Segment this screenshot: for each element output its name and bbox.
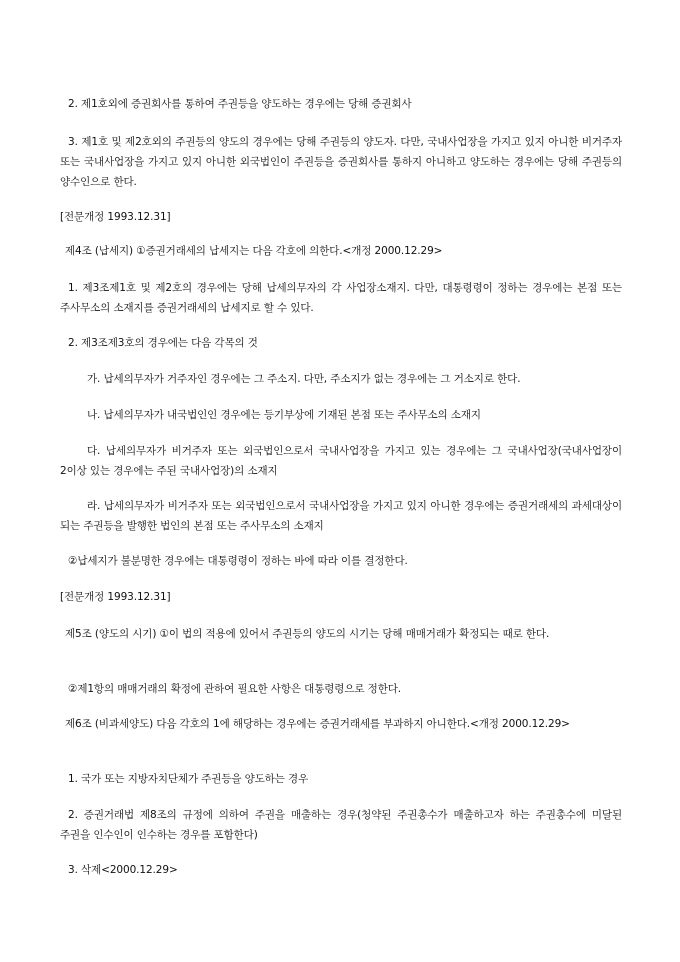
paragraph-article4-item2-ra: 라. 납세의무자가 비거주자 또는 외국법인으로서 국내사업장을 가지고 있지 아니한 경우에는 증권거래세의 과세대상이 되는 주권등을 발행한 법인의 본점 또는 주사무소의 소재지 — [60, 500, 622, 532]
paragraph-article6-heading: 제6조 (비과세양도) 다음 각호의 1에 해당하는 경우에는 증권거래세를 부과하지 아니한다.<개정 2000.12.29> — [65, 718, 570, 730]
paragraph-article3-item3: 3. 제1호 및 제2호외의 주권등의 양도의 경우에는 당해 주권등의 양도자. 다만, 국내사업장을 가지고 있지 아니한 비거주자 또는 국내사업장을 가지고 있지 아니한 외국법인이 주권등을 증권회사를 통하지 아니하고 양도하는 경우에는 당해 주권등의 양수인으로 한다. — [60, 136, 622, 188]
paragraph-article4-item2: 2. 제3조제3호의 경우에는 다음 각목의 것 — [68, 337, 258, 349]
paragraph-article6-item2: 2. 증권거래법 제8조의 규정에 의하여 주권을 매출하는 경우(청약된 주권총수가 매출하고자 하는 주권총수에 미달된 주권을 인수인이 인수하는 경우를 포함한다) — [60, 809, 622, 841]
paragraph-article6-item3: 3. 삭제<2000.12.29> — [68, 864, 178, 876]
paragraph-article4-item2-na: 나. 납세의무자가 내국법인인 경우에는 등기부상에 기재된 본점 또는 주사무소의 소재지 — [87, 409, 481, 421]
paragraph-article5-heading: 제5조 (양도의 시기) ①이 법의 적용에 있어서 주권등의 양도의 시기는 당해 매매거래가 확정되는 때로 한다. — [65, 628, 550, 640]
paragraph-article3-item2: 2. 제1호외에 증권회사를 통하여 주권등을 양도하는 경우에는 당해 증권회사 — [68, 98, 412, 110]
paragraph-article6-item1: 1. 국가 또는 지방자치단체가 주권등을 양도하는 경우 — [68, 773, 309, 785]
paragraph-article4-item2-ga: 가. 납세의무자가 거주자인 경우에는 그 주소지. 다만, 주소지가 없는 경우에는 그 거소지로 한다. — [87, 373, 521, 385]
paragraph-article4-item1: 1. 제3조제1호 및 제2호의 경우에는 당해 납세의무자의 각 사업장소재지. 다만, 대통령령이 정하는 경우에는 본점 또는 주사무소의 소재지를 증권거래세의 납세지로 할 수 있다. — [60, 282, 622, 314]
paragraph-article4-item2-da: 다. 납세의무자가 비거주자 또는 외국법인으로서 국내사업장을 가지고 있는 경우에는 그 국내사업장(국내사업장이 2이상 있는 경우에는 주된 국내사업장)의 소재지 — [60, 445, 622, 477]
paragraph-amendment-note-1: [전문개정 1993.12.31] — [60, 211, 171, 223]
paragraph-amendment-note-2: [전문개정 1993.12.31] — [60, 591, 171, 603]
paragraph-article4-heading: 제4조 (납세지) ①증권거래세의 납세지는 다음 각호에 의한다.<개정 2000.12.29> — [65, 245, 443, 257]
paragraph-article5-clause2: ②제1항의 매매거래의 확정에 관하여 필요한 사항은 대통령령으로 정한다. — [68, 683, 402, 695]
paragraph-article4-clause2: ②납세지가 불분명한 경우에는 대통령령이 정하는 바에 따라 이를 결정한다. — [68, 555, 408, 567]
